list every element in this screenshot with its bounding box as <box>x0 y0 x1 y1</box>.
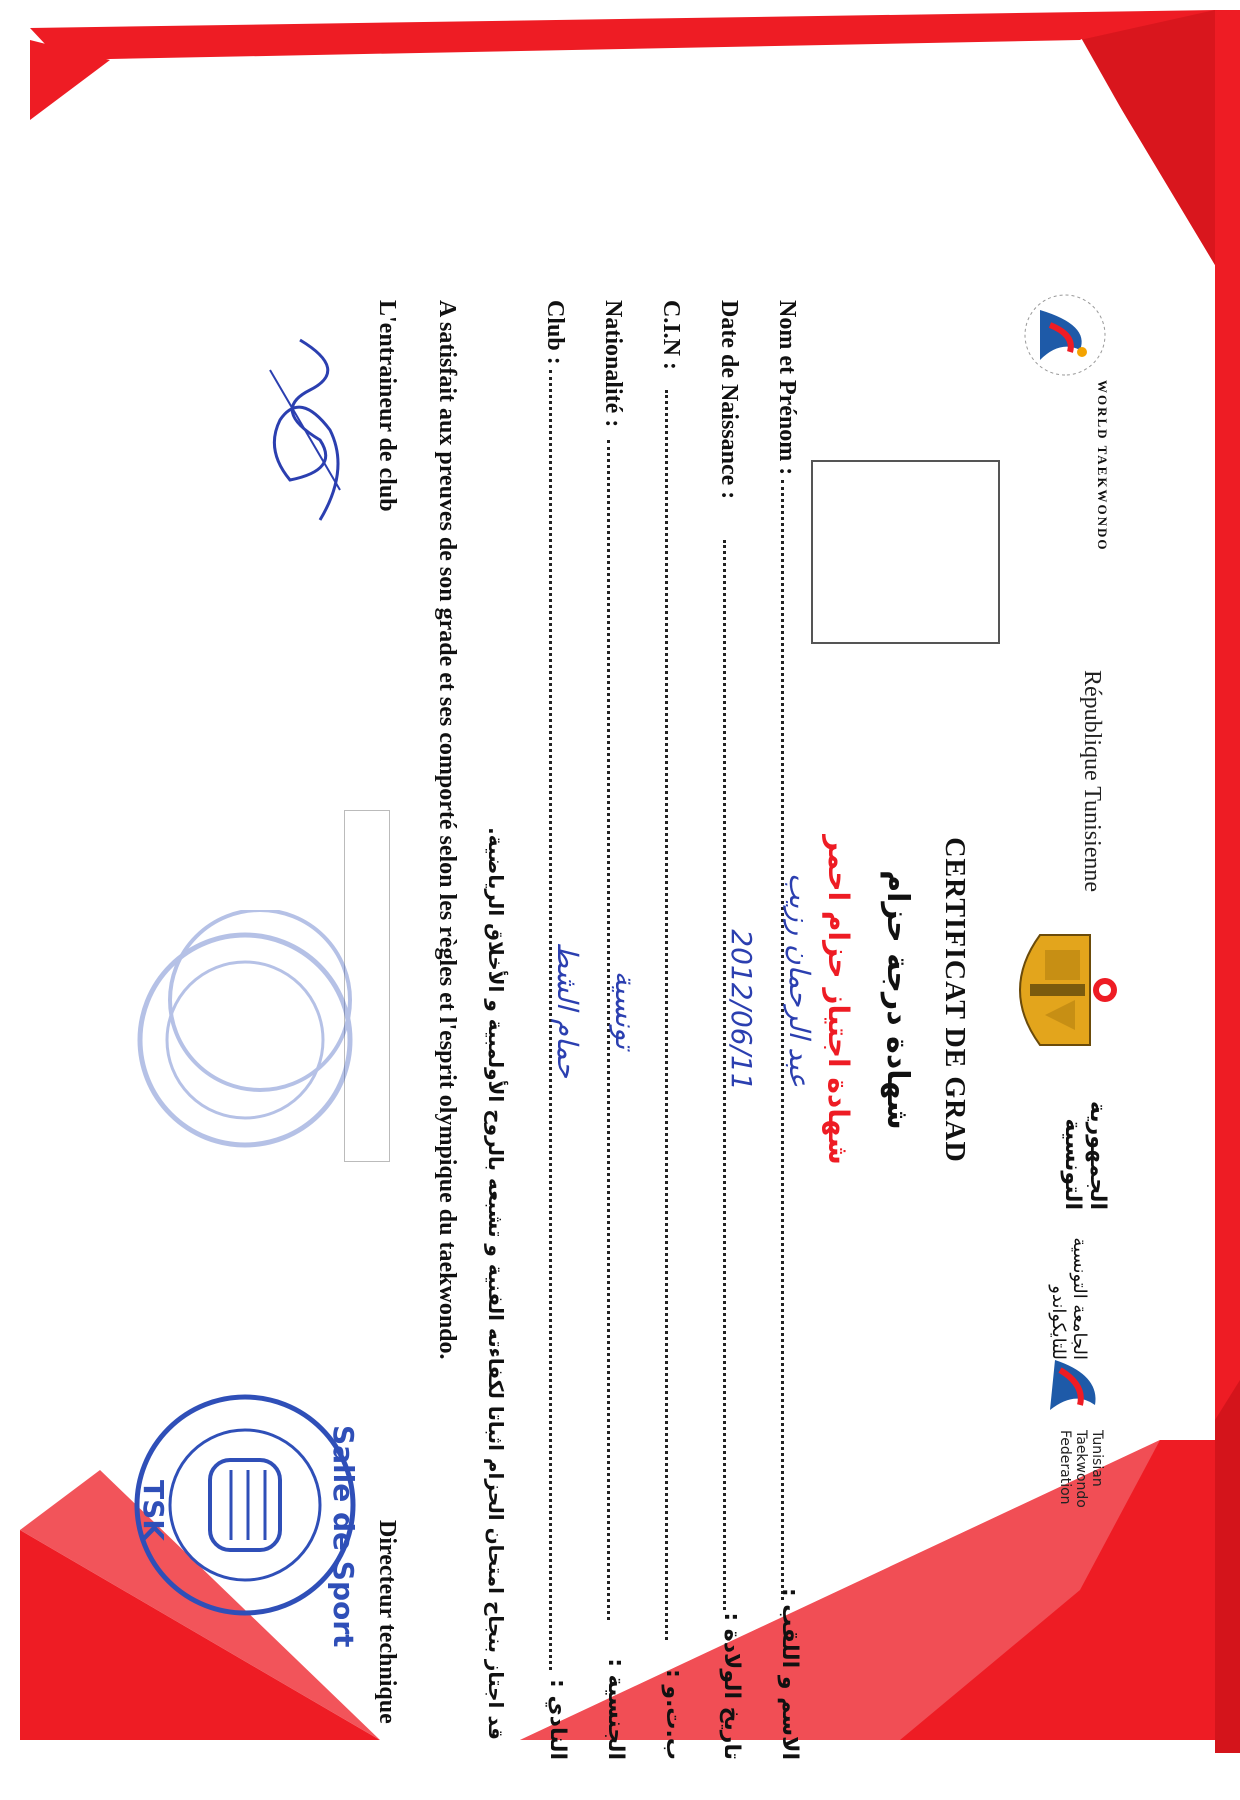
field-value-handwritten: تونسية <box>609 970 642 1050</box>
stamp-text-bottom: TSK <box>137 1480 170 1541</box>
world-taekwondo-label: WORLD TAEKWONDO <box>1095 380 1110 552</box>
field-label-ar: ب.ت.و : <box>661 1668 686 1760</box>
stamp-text-top: Salle de Sport <box>327 1425 360 1648</box>
field-label-fr: Club : <box>542 300 568 365</box>
field-value-handwritten: حمام الشط <box>551 941 584 1079</box>
field-label-ar: الاسم و اللقب : <box>777 1587 802 1760</box>
field-label-ar: الجنسية : <box>603 1658 628 1760</box>
coach-signature-icon <box>250 330 360 530</box>
field-row <box>582 300 642 1760</box>
field-row <box>524 300 584 1760</box>
field-value-handwritten: عبد الرحمان رزيب <box>783 872 816 1088</box>
world-taekwondo-logo <box>1020 290 1110 380</box>
title-ar: شهادة درجة حزام <box>880 870 915 1130</box>
director-signature-label: Directeur technique <box>374 1520 400 1724</box>
field-label-ar: تاريخ الولادة : <box>719 1612 744 1760</box>
field-label-fr: C.I.N : <box>658 300 684 370</box>
field-label-ar: النادي : <box>545 1679 570 1760</box>
tunisia-coat-of-arms-icon <box>1000 920 1120 1060</box>
coach-signature-label: L'entraineur de club <box>374 300 400 512</box>
republic-ar: الجمهورية التونسية <box>1060 1101 1110 1210</box>
statement-fr: A satisfait aux preuves de son grade et ses comporté selon les règles et l'esprit olympique du taekwondo. <box>434 300 460 1360</box>
field-label-fr: Date de Naissance : <box>716 300 742 500</box>
federation-logo <box>1040 1350 1110 1420</box>
republic-fr: République Tunisienne <box>1079 670 1105 893</box>
statement-ar: قد اجتاز بنجاح امتحان الحزام اثباتا لكفاءته الفنية و تشبعه بالروح الأولمبية و الأخلاق الرياضية. <box>484 827 508 1740</box>
field-value-handwritten: 2012/06/11 <box>725 929 758 1091</box>
title-fr: CERTIFICAT DE GRAD <box>939 837 970 1163</box>
federation-ar: الجامعة التونسية للتايكواندو <box>1048 1237 1090 1360</box>
certificate-content <box>120 260 1120 1800</box>
field-row <box>756 300 816 1760</box>
field-label-fr: Nom et Prénom : <box>774 300 800 476</box>
subtitle-ar: شهادة اجتياز حزام احمر <box>822 835 855 1165</box>
field-dots <box>665 390 668 1640</box>
faded-stamp-icon <box>130 910 360 1170</box>
photo-box <box>811 460 1000 644</box>
field-label-fr: Nationalité : <box>600 300 626 428</box>
federation-en: Tunisian Taekwondo Federation <box>1057 1430 1105 1508</box>
field-row <box>698 300 758 1760</box>
field-row <box>640 300 684 1760</box>
